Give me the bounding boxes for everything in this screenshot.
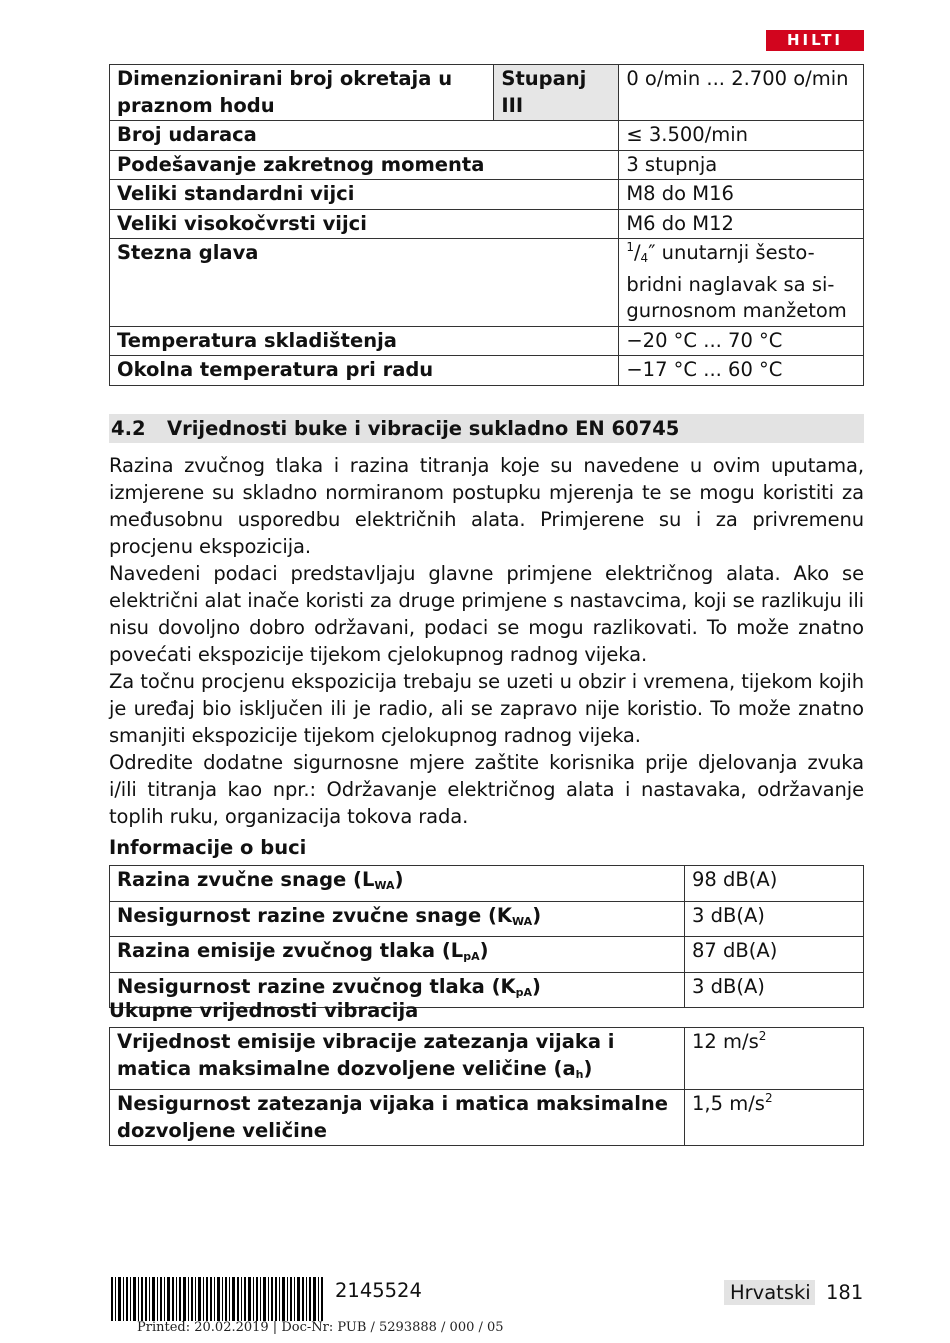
spec-label: Temperatura skladištenja	[110, 326, 619, 356]
spec-value-text: ″ unutarnji šesto-bridni naglavak sa si-gurnosnom manžetom	[626, 241, 847, 322]
noise-table	[109, 865, 864, 1008]
hilti-logo: HILTI	[766, 30, 864, 51]
noise-value: 3 dB(A)	[685, 901, 864, 937]
spec-value: M6 do M12	[619, 209, 864, 239]
noise-label: Razina zvučne snage $(L_{WA})$	[110, 866, 685, 902]
spec-label: Broj udaraca	[110, 121, 619, 151]
vibration-value: 1,5 $m/s^2$	[685, 1090, 864, 1146]
table-row	[110, 356, 864, 386]
spec-label: Veliki standardni vijci	[110, 180, 619, 210]
spec-label: Veliki visokočvrsti vijci	[110, 209, 619, 239]
spec-value: −20 °C ... 70 °C	[619, 326, 864, 356]
table-row	[110, 65, 864, 121]
fraction-denominator: 4	[640, 251, 649, 265]
spec-value: ≤ 3.500/min	[619, 121, 864, 151]
table-row	[110, 150, 864, 180]
noise-heading: Informacije o buci	[109, 836, 307, 859]
print-info: Printed: 20.02.2019 | Doc-Nr: PUB / 5293888 / 000 / 05	[137, 1320, 504, 1335]
paragraph: Za točnu procjenu ekspozicija trebaju se uzeti u obzir i vremena, tijekom kojih je uređaj bio isključen ili je radio, ali se zapravo nije koristio. To može znatno smanjiti ekspozicije tijekom cjelokupnog radnog vijeka.	[109, 670, 864, 747]
table-row	[110, 866, 864, 902]
vibration-label: Nesigurnost zatezanja vijaka i matica maksimalne dozvoljene veličine	[110, 1090, 685, 1146]
noise-value: 3 dB(A)	[685, 972, 864, 1008]
table-row	[110, 937, 864, 973]
paragraph: Odredite dodatne sigurnosne mjere zaštite korisnika prije djelovanja zvuka i/ili titranja kao npr.: Održavanje električnog alata i nastavaka, održavanje toplih ruku, organizacija tokova rada.	[109, 751, 864, 828]
table-row	[110, 1028, 864, 1090]
spec-value: 3 stupnja	[619, 150, 864, 180]
language-label: Hrvatski	[724, 1280, 815, 1305]
barcode-number: 2145524	[335, 1279, 422, 1302]
spec-sublabel: Stupanj III	[494, 65, 619, 121]
spec-label: Okolna temperatura pri radu	[110, 356, 619, 386]
table-row	[110, 326, 864, 356]
spec-label: Dimenzionirani broj okretaja u praznom hodu	[110, 65, 494, 121]
vibration-label: Vrijednost emisije vibracije zatezanja vijaka i matica maksimalne dozvoljene veličine $(a_h)$	[110, 1028, 685, 1090]
paragraph: Navedeni podaci predstavljaju glavne primjene električnog alata. Ako se električni alat inače koristi za druge primjene s nastavcima, koji se razlikuju ili nisu dovoljno dobro održavani, podaci se mogu razlikovati. To može znatno povećati ekspozicije tijekom cjelokupnog radnog vijeka.	[109, 562, 864, 666]
section-title: Vrijednosti buke i vibracije sukladno EN 60745	[167, 417, 680, 440]
table-row	[110, 1090, 864, 1146]
noise-label: Razina emisije zvučnog tlaka $(L_{pA})$	[110, 937, 685, 973]
fraction: $^1/_4$	[626, 240, 649, 265]
table-row	[110, 209, 864, 239]
paragraph: Razina zvučnog tlaka i razina titranja koje su navedene u ovim uputama, izmjerene su skladno normiranom postupku mjerenja te se mogu koristiti za međusobnu usporedbu električnih alata. Primjerene su i za privremenu procjenu ekspozicija.	[109, 454, 864, 558]
section-number: 4.2	[111, 417, 146, 440]
fraction-numerator: 1	[626, 240, 634, 254]
spec-value-text: 0 o/min ... 2.700 o/min	[626, 67, 849, 90]
table-row	[110, 901, 864, 937]
table-row	[110, 121, 864, 151]
vibration-table	[109, 1027, 864, 1146]
noise-value: 98 dB(A)	[685, 866, 864, 902]
noise-value: 87 dB(A)	[685, 937, 864, 973]
spec-value: M8 do M16	[619, 180, 864, 210]
noise-label: Nesigurnost razine zvučnog tlaka $(K_{pA})$	[110, 972, 685, 1008]
page-number: 181	[826, 1281, 864, 1304]
noise-label: Nesigurnost razine zvučne snage $(K_{WA})$	[110, 901, 685, 937]
spec-label: Stezna glava	[110, 239, 619, 327]
spec-value	[619, 65, 864, 121]
section-heading	[109, 414, 864, 443]
spec-value: −17 °C ... 60 °C	[619, 356, 864, 386]
spec-label: Podešavanje zakretnog momenta	[110, 150, 619, 180]
spec-value	[619, 239, 864, 327]
barcode	[111, 1277, 323, 1321]
table-row	[110, 180, 864, 210]
vibration-value: 12 $m/s^2$	[685, 1028, 864, 1090]
technical-data-table	[109, 64, 864, 386]
table-row	[110, 239, 864, 327]
vibration-heading: Ukupne vrijednosti vibracija	[109, 999, 419, 1022]
